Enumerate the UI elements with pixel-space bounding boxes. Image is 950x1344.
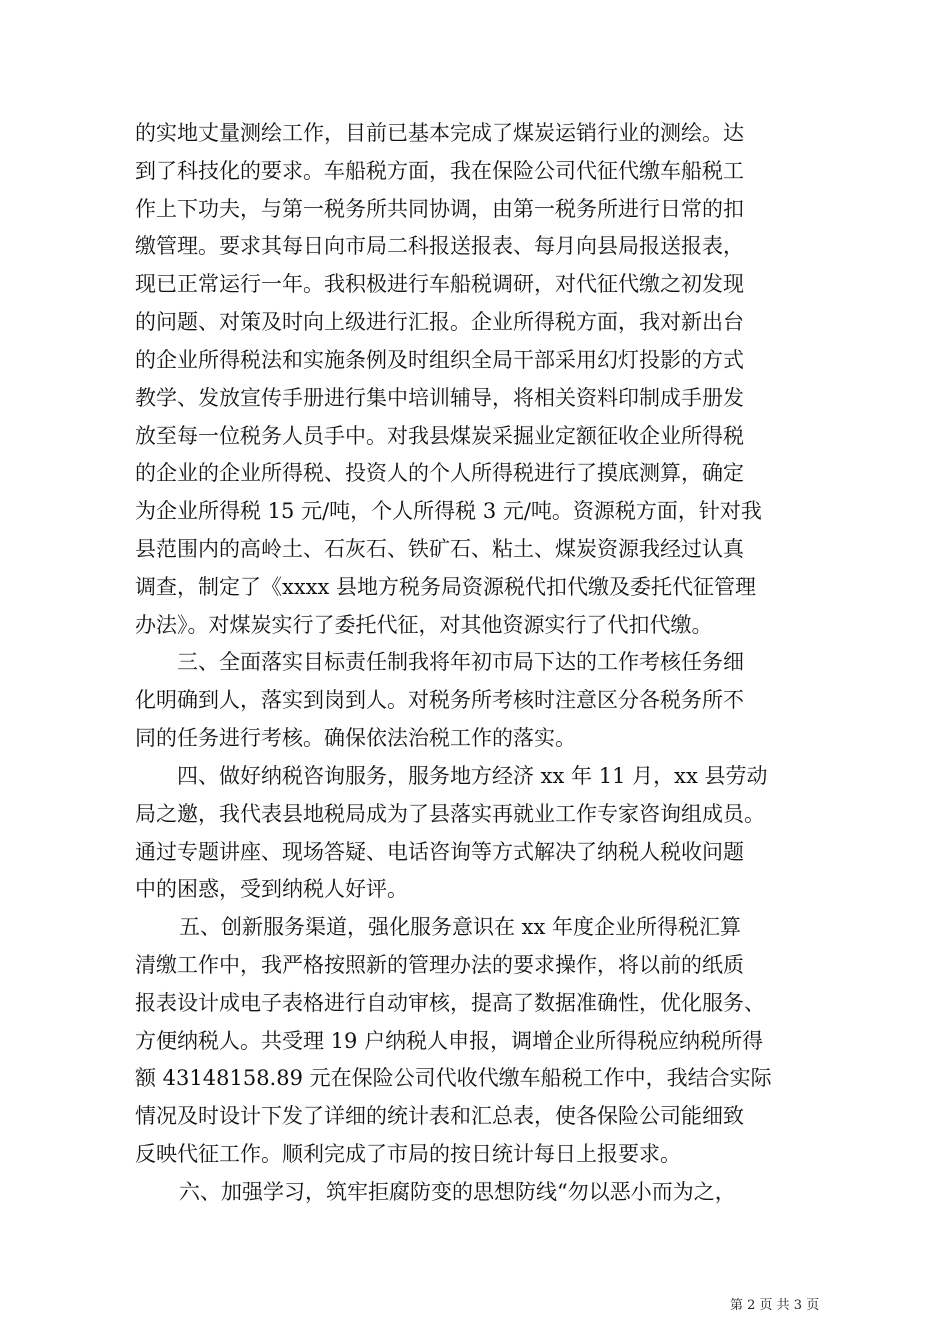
text-line: 的问题、对策及时向上级进行汇报。企业所得税方面，我对新出台 xyxy=(135,310,744,334)
text-line: 情况及时设计下发了详细的统计表和汇总表，使各保险公司能细致 xyxy=(135,1104,744,1128)
text-line: 放至每一位税务人员手中。对我县煤炭采掘业定额征收企业所得税 xyxy=(135,424,744,448)
text-line: 的实地丈量测绘工作，目前已基本完成了煤炭运销行业的测绘。达 xyxy=(135,121,744,145)
text-line: 同的任务进行考核。确保依法治税工作的落实。 xyxy=(135,726,576,750)
text-line: 现已正常运行一年。我积极进行车船税调研，对代征代缴之初发现 xyxy=(135,272,744,296)
paragraph-4-start: 四、做好纳税咨询服务，服务地方经济 xx 年 11 月，xx 县劳动 xyxy=(177,764,768,788)
text-line: 教学、发放宣传手册进行集中培训辅导，将相关资料印制成手册发 xyxy=(135,386,744,410)
text-line: 清缴工作中，我严格按照新的管理办法的要求操作，将以前的纸质 xyxy=(135,953,744,977)
text-line: 方便纳税人。共受理 19 户纳税人申报，调增企业所得税应纳税所得 xyxy=(135,1029,764,1053)
text-line: 为企业所得税 15 元/吨，个人所得税 3 元/吨。资源税方面，针对我 xyxy=(135,499,762,523)
text-line: 化明确到人，落实到岗到人。对税务所考核时注意区分各税务所不 xyxy=(135,688,744,712)
page-number-footer: 第 2 页 共 3 页 xyxy=(730,1298,820,1313)
text-line: 额 43148158.89 元在保险公司代收代缴车船税工作中，我结合实际 xyxy=(135,1066,772,1090)
text-line: 的企业所得税法和实施条例及时组织全局干部采用幻灯投影的方式 xyxy=(135,348,744,372)
paragraph-5-start: 五、创新服务渠道，强化服务意识在 xx 年度企业所得税汇算 xyxy=(179,915,742,939)
text-line: 作上下功夫，与第一税务所共同协调，由第一税务所进行日常的扣 xyxy=(135,197,744,221)
text-line: 局之邀，我代表县地税局成为了县落实再就业工作专家咨询组成员。 xyxy=(135,802,765,826)
text-line: 到了科技化的要求。车船税方面，我在保险公司代征代缴车船税工 xyxy=(135,159,744,183)
text-line: 缴管理。要求其每日向市局二科报送报表、每月向县局报送报表， xyxy=(135,234,744,258)
text-line: 报表设计成电子表格进行自动审核，提高了数据准确性，优化服务、 xyxy=(135,991,765,1015)
text-line: 反映代征工作。顺利完成了市局的按日统计每日上报要求。 xyxy=(135,1142,681,1166)
text-line: 通过专题讲座、现场答疑、电话咨询等方式解决了纳税人税收问题 xyxy=(135,840,744,864)
text-line: 办法》。对煤炭实行了委托代征，对其他资源实行了代扣代缴。 xyxy=(135,613,713,637)
text-line: 中的困惑，受到纳税人好评。 xyxy=(135,877,408,901)
text-line: 调查，制定了《xxxx 县地方税务局资源税代扣代缴及委托代征管理 xyxy=(135,575,757,599)
text-line: 县范围内的高岭土、石灰石、铁矿石、粘土、煤炭资源我经过认真 xyxy=(135,537,744,561)
paragraph-6-start: 六、加强学习，筑牢拒腐防变的思想防线“勿以恶小而为之， xyxy=(179,1180,736,1204)
text-line: 的企业的企业所得税、投资人的个人所得税进行了摸底测算，确定 xyxy=(135,461,744,485)
paragraph-3-start: 三、全面落实目标责任制我将年初市局下达的工作考核任务细 xyxy=(177,650,744,674)
